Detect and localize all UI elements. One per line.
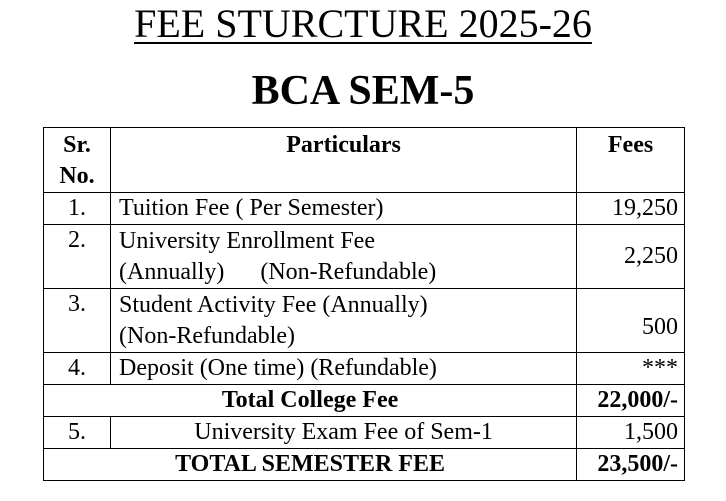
column-header-fees: Fees [577, 128, 685, 193]
column-header-sr-line2: No. [59, 163, 95, 189]
table-row [44, 289, 685, 353]
row-particulars [111, 225, 577, 289]
college-total-row [44, 385, 685, 417]
column-header-sr-line1: Sr. [63, 132, 91, 158]
semester-total-fee: 23,500/- [577, 449, 685, 481]
row-fee: 2,250 [577, 225, 685, 289]
college-total-label: Total College Fee [44, 385, 577, 417]
row-sr-no: 5. [44, 417, 111, 449]
row-particulars-line1: Student Activity Fee (Annually) [119, 291, 428, 318]
table-row [44, 193, 685, 225]
row-sr-no: 4. [44, 353, 111, 385]
row-sr-no: 1. [44, 193, 111, 225]
row-fee: 500 [577, 289, 685, 353]
column-header-particulars: Particulars [111, 128, 577, 193]
table-row [44, 417, 685, 449]
semester-total-label: TOTAL SEMESTER FEE [44, 449, 577, 481]
table-header-row [44, 128, 685, 193]
document-title: FEE STURCTURE 2025-26 [134, 1, 592, 46]
row-particulars [111, 289, 577, 353]
row-sr-no: 3. [44, 289, 111, 353]
college-total-fee: 22,000/- [577, 385, 685, 417]
row-particulars: University Exam Fee of Sem-1 [111, 417, 577, 449]
row-particulars-line1: University Enrollment Fee [119, 227, 375, 254]
row-particulars: Tuition Fee ( Per Semester) [111, 193, 577, 225]
row-fee: 1,500 [577, 417, 685, 449]
row-particulars-line2: (Annually) (Non-Refundable) [119, 258, 437, 285]
table-row [44, 353, 685, 385]
row-particulars-line2: (Non-Refundable) [119, 322, 295, 349]
row-particulars: Deposit (One time) (Refundable) [111, 353, 577, 385]
row-fee: *** [577, 353, 685, 385]
table-row [44, 225, 685, 289]
row-fee: 19,250 [577, 193, 685, 225]
document-subtitle: BCA SEM-5 [251, 68, 475, 114]
column-header-sr-no [44, 128, 111, 193]
semester-total-row [44, 449, 685, 481]
fee-table [43, 127, 685, 481]
row-sr-no: 2. [44, 225, 111, 289]
